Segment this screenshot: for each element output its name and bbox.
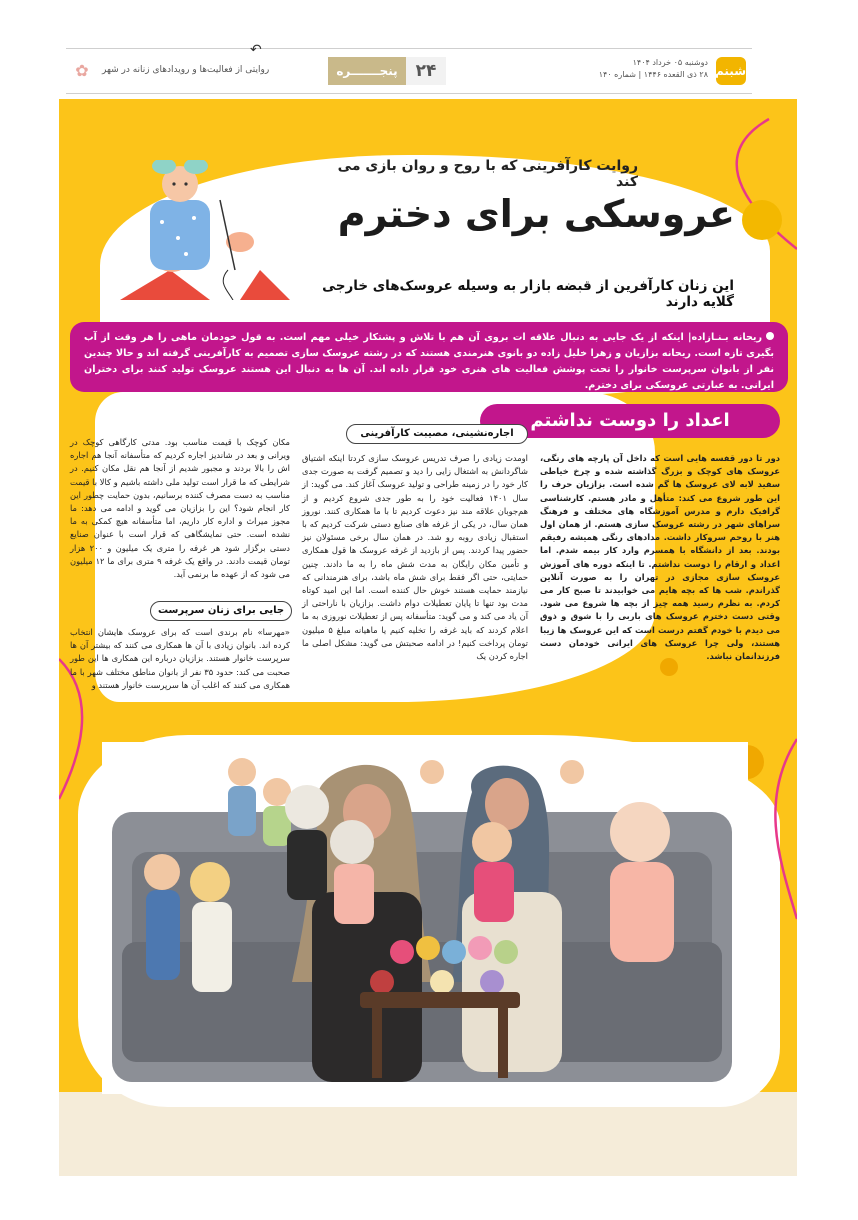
lead-text: ریحانه بـنـازاده| اینکه از یک جایی به دنبال علاقه ات بروی آن هم با تلاش و پشتکار خیلی مهم است. به قول خودمان ماهی را هر وقت از آب بگیری تازه است. ریحانه بزازیان و زهرا خلیل زاده دو بانوی هنرمندی هستند که در رشته عروسک سازی تصمیم به کارآفرینی گرفته اند و حالا چندین نفر از بانوان سرپرست خانوار را تحت پوشش فعالیت های هنری خود قرار داده اند. آن ها به دنبال این هستند عروسک تولید کنند برای دختران ایرانی. به عبارتی عروسکی برای دخترم.	[84, 332, 774, 391]
article-title: عروسکی برای دخترم	[337, 192, 735, 236]
issue-line: ۲۸ ذی القعده ۱۴۴۶ | شماره ۱۴۰	[598, 70, 708, 79]
subheading: جایی برای زنان سرپرست	[150, 601, 292, 621]
button-decoration-icon	[742, 200, 782, 240]
article-kicker: روایت کارآفرینی که با روح و روان بازی می کند	[337, 158, 638, 190]
bullet-icon	[766, 332, 774, 340]
subheading: اجاره‌نشینی، مصیبت کارآفرینی	[346, 424, 528, 444]
magazine-logo: شبنم	[716, 57, 746, 85]
article-column: اومدت زیادی را صرف تدریس عروسک سازی کردتا اینکه اشتیاق شاگردانش به اشتغال زایی را دید و تصمیم گرفت به صورت جدی کار خود را در زمینه طراحی و تولید عروسک آغاز کند. می گوید: از سال ۱۴۰۱ فعالیت خود را به طور جدی شروع کردیم و از هم‌جوبان علاقه مند نیز دعوت کردیم تا با ما همکاری کنند. نوروز همان سال، در یکی از غرفه های صنایع دستی شرکت کردیم که با استقبال زیادی روبه رو شد. در همان سال برخی مسئولان نیز حضور پیدا کردند. پس از بازدید از غرفه عروسک ها قول همکاری و تأمین مکان رایگان به مدت شش ماه را به ما دادند. چنین حمایتی، حتی اگر فقط برای شش ماه باشد، برای هنرمندانی که نیازمند حمایت هستند خوش حال کننده است. اما این امید کوتاه مدت بود تنها تا پایان تعطیلات دوام داشت. بزازیان با ناراحتی از آن یاد می کند و می گوید: متأسفانه پس از تعطیلات نوروزی به ما اعلام کردند که باید غرفه را تخلیه کنیم یا ماهیانه مبلغ ۵ میلیون تومان پرداخت کنیم! در ادامه صحبتش می گوید: مشکل اصلی ما اجاره کردن یک	[302, 453, 528, 662]
section-name: پنجـــــــره	[328, 57, 406, 85]
thread-line	[775, 739, 797, 919]
page-header	[66, 48, 752, 94]
artisans-photo	[102, 742, 748, 1094]
article-subtitle: این زنان کارآفرین از قبضه بازار به وسیله عروسک‌های خارجی گلایه دارند	[322, 278, 734, 310]
article-column: «مهرسا» نام برندی است که برای عروسک هایشان انتخاب کرده اند. بانوان زیادی با آن ها همکاری می کنند که بیشتر آن ها سرپرست خانوار هستند. بزازیان درباره این همکاری ها این طور صحبت می کند: حدود ۳۵ نفر از بانوان مناطق مختلف شهر با ما همکاری می کنند که اغلب آن ها سرپرست خانوار هستند و	[70, 627, 290, 690]
section-subtitle: روایتی از فعالیت‌ها و رویدادهای زنانه در شهر	[102, 65, 270, 75]
article-column: مکان کوچک با قیمت مناسب بود. مدتی کارگاهی کوچک در ویرانی و بعد در شاندیز اجاره کردیم که متأسفانه آنجا هم اجاره اش را بالا بردند و مجبور شدیم از آنجا هم نقل مکان کنیم. در شرایطی که ما قرار است تولید ملی داشته باشیم و کالا با قیمت مناسب به دست مصرف کننده برسانیم، بدون حمایت چطور این کار انجام شود؟ این را بزازیان می گوید و ادامه می دهد: ما مجوز میراث و اداره کار داریم، اما متأسفانه هیچ کمکی به ما نشده است. حتی نمایشگاهی که قرار است با عنوان صنایع دستی برگزار شود هر غرفه را متری یک میلیون و ۲۰۰ هزار تومان قیمت دادند. در واقع یک غرفه ۹ متری برای ما ۱۲ میلیون می شود که از عهده ما برنمی آید.	[70, 437, 290, 580]
issue-date	[588, 57, 708, 81]
ornament-icon: ✿	[75, 61, 89, 80]
wooden-table	[360, 992, 520, 1008]
article-column: دور تا دور قفسه هایی است که داخل آن پارچه های رنگی، عروسک های کوچک و بزرگ گذاشته شده و چرخ خیاطی سفید لابه لای عروسک ها گم شده است. بزازیان حرف را این طور شروع می کند: متأهل و مادر هستم. کارشناسی گرافیک دارم و مدرس آموزشگاه های مختلف و فرهنگ سراهای شهر در رشته عروسک سازی هستم. از همان اول هنر با روحم سروکار داشت. مدادهای رنگی همیشه رفیقم بودند. بعد از دانشگاه با همسرم وارد کار بیمه شدم. اما اعداد و ارقام را دوست نداشتم. تا اینکه دوره های آموزش عروسک سازی مجازی در تهران را به صورت آنلاین گذراندم. شب ها که بچه هایم می خوابیدند تا صبح کار می کردم. به نظرم رسید همه چیز از بچه ها شروع می شود. وقتی دست دخترم عروسک های باربی را با شوق و ذوق می دیدم با خودم گفتم درست است که این عروسک ها زیبا هستند، ولی چرا عروسک های ایرانی خودمان دست فرزندانمان نباشد.	[540, 453, 780, 662]
date-line: دوشنبه ۰۵ خرداد ۱۴۰۴	[632, 58, 708, 67]
curved-arrow-icon: ↶	[250, 42, 262, 58]
doll-sewing-illustration	[110, 160, 290, 300]
lead-paragraph	[70, 322, 788, 392]
section-heading: اعداد را دوست نداشتم	[480, 404, 780, 438]
page-number: ۲۴	[406, 57, 446, 85]
